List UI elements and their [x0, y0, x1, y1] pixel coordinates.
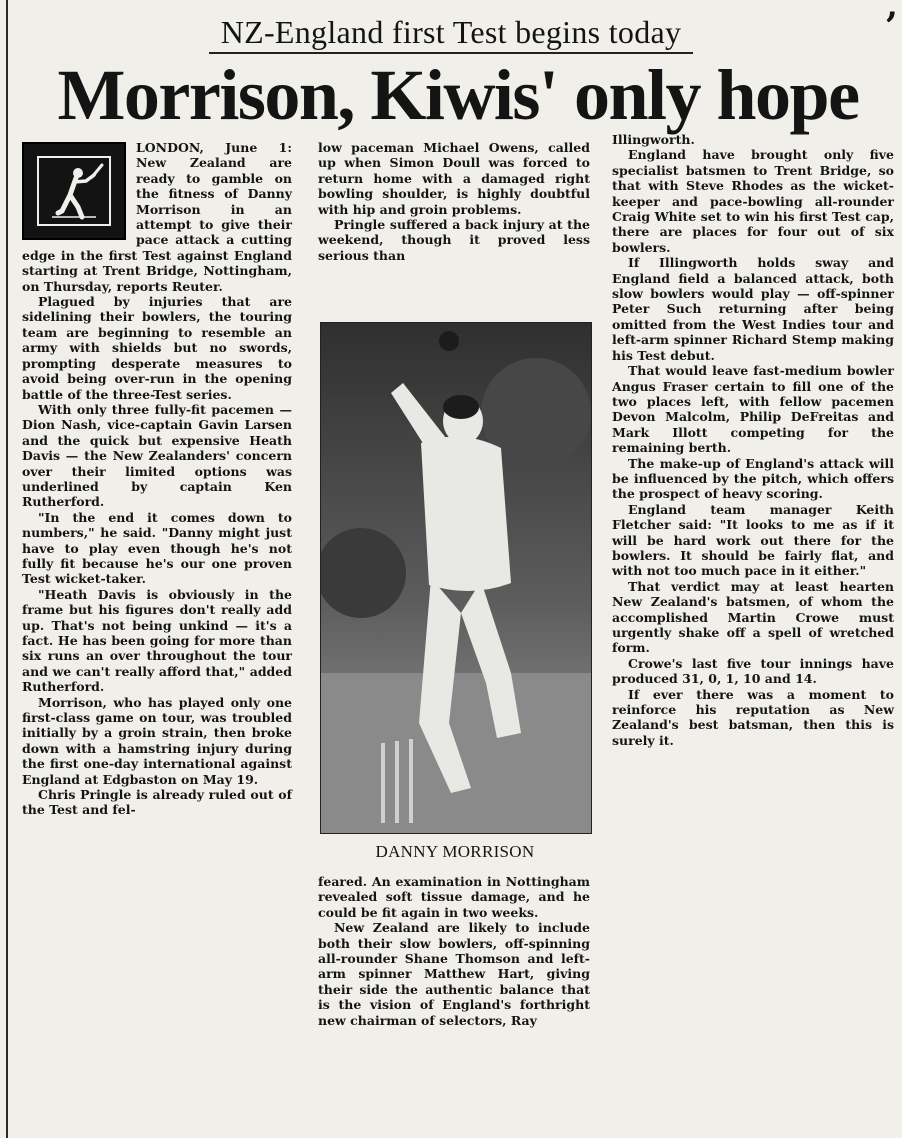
paragraph: England have brought only five specialist batsmen to Trent Bridge, so that with Steve Rhodes as the wicket-keeper and pace-bowling all-rounder Craig White set to win his first Test cap, there are places for four out of six bowlers.: [612, 147, 894, 255]
paragraph: The make-up of England's attack will be influenced by the pitch, which offers the prospect of heavy scoring.: [612, 455, 894, 502]
adjacent-article-fragment: ,: [886, 0, 898, 26]
cricket-batsman-icon: [22, 142, 126, 240]
paragraph: England team manager Keith Fletcher said: "It looks to me as if it will be hard work out there for the bowlers. It should be fairly flat, and with not too much pace in it either.": [612, 501, 894, 579]
paragraph: That verdict may at least hearten New Zealand's batsmen, of whom the accomplished Martin Crowe must urgently shake off a spell of wretched form.: [612, 578, 894, 656]
paragraph: If ever there was a moment to reinforce his reputation as New Zealand's best batsman, then this is surely it.: [612, 686, 894, 748]
paragraph: Crowe's last five tour innings have produced 31, 0, 1, 10 and 14.: [612, 655, 894, 687]
paragraph: With only three fully-fit pacemen — Dion Nash, vice-captain Gavin Larsen and the quick but expensive Heath Davis — the New Zealanders' concern over their limited options was underlined by captain Ken Rutherford.: [22, 401, 292, 510]
paragraph: "Heath Davis is obviously in the frame but his figures don't really add up. That's not being unkind — it's a fact. He has been going for more than six runs an over throughout the tour and we can't really afford that," added Rutherford.: [22, 586, 292, 695]
paragraph: LONDON, June 1: New Zealand are ready to gamble on the fitness of Danny Morrison in an attempt to give their pace attack a cutting edge in the first Test against England starting at Trent Bridge, Nottingham, on Thursday, reports Reuter.: [22, 140, 292, 294]
article-column-1: [22, 140, 292, 818]
paragraph: New Zealand are likely to include both their slow bowlers, off-spinning all-rounder Shane Thomson and left-arm spinner Matthew Hart, giving their side the authentic balance that is the vision of England's forthright new chairman of selectors, Ray: [318, 920, 590, 1028]
article-column-2-top: [318, 140, 590, 263]
article-column-2-bottom: [318, 874, 590, 1028]
paragraph: feared. An examination in Nottingham revealed soft tissue damage, and he could be fit again in two weeks.: [318, 874, 590, 920]
paragraph: Morrison, who has played only one first-class game on tour, was troubled initially by a groin strain, then broke down with a hamstring injury during the first one-day international against England at Edgbaston on May 19.: [22, 694, 292, 787]
article-column-3: [612, 132, 894, 748]
paragraph: low paceman Michael Owens, called up when Simon Doull was forced to return home with a damaged right bowling shoulder, is highly doubtful with hip and groin problems.: [318, 140, 590, 217]
paragraph: Chris Pringle is already ruled out of the Test and fel-: [22, 787, 292, 818]
main-headline: Morrison, Kiwis' only hope: [57, 55, 859, 135]
paragraph: If Illingworth holds sway and England field a balanced attack, both slow bowlers would play — off-spinner Peter Such returning after being omitted from the West Indies tour and left-arm spinner Richard Stemp making his Test debut.: [612, 255, 894, 363]
paragraph: Pringle suffered a back injury at the weekend, though it proved less serious than: [318, 217, 590, 263]
paragraph: Plagued by injuries that are sidelining their bowlers, the touring team are beginning to resemble an army with shields but no swords, prompting desperate measures to avoid being over-run in the opening battle of the three-Test series.: [22, 294, 292, 402]
photo-caption: DANNY MORRISON: [375, 842, 535, 861]
player-photo: [320, 322, 592, 834]
paragraph: "In the end it comes down to numbers," he said. "Danny might just have to play even though he's not fully fit because he's our one proven Test wicket-taker.: [22, 509, 292, 587]
kicker-headline: NZ-England first Test begins today: [0, 14, 902, 51]
paragraph: That would leave fast-medium bowler Angus Fraser certain to fill one of the two places left, with fellow pacemen Devon Malcolm, Philip DeFreitas and Mark Illott competing for the remaining berth.: [612, 363, 894, 456]
page-edge-rule: [6, 0, 8, 1138]
paragraph: Illingworth.: [612, 132, 695, 147]
